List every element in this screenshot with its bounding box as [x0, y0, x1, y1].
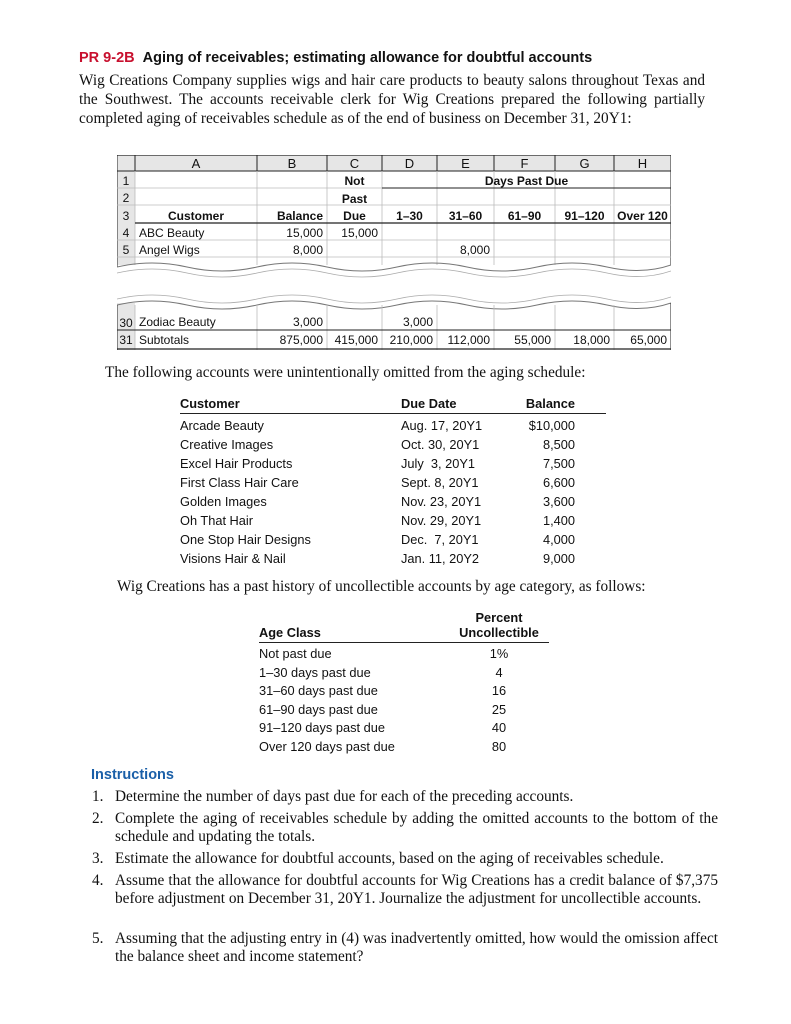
header-days-past-due: Days Past Due [484, 174, 569, 188]
subtotals-label: Subtotals [139, 333, 190, 347]
age-class-label: 31–60 days past due [259, 683, 378, 698]
account-due-date: Nov. 23, 20Y1 [401, 494, 482, 509]
instruction-item [92, 872, 718, 908]
account-customer: Oh That Hair [180, 513, 254, 528]
age-class-label: Not past due [259, 646, 332, 661]
account-balance: 8,500 [542, 437, 575, 452]
header-not: Not [344, 174, 365, 188]
age-percent-value: 1% [489, 646, 509, 661]
balance-cell: 3,000 [292, 315, 323, 329]
instruction-number: 5. [92, 930, 104, 947]
accounts-header-balance: Balance [525, 396, 575, 411]
omitted-accounts-table [180, 396, 606, 566]
col-header-g: G [579, 156, 590, 171]
omitted-intro: The following accounts were unintentionally omitted from the aging schedule: [105, 364, 586, 381]
header-91-120: 91–120 [564, 209, 605, 223]
instruction-number: 2. [92, 810, 104, 827]
account-due-date: Dec. 7, 20Y1 [401, 532, 479, 547]
row-number: 30 [119, 316, 133, 330]
account-customer: Visions Hair & Nail [180, 551, 286, 566]
age-header-uncollectible: Uncollectible [459, 625, 539, 640]
col-header-b: B [287, 156, 297, 171]
problem-code: PR 9-2B [79, 50, 135, 66]
col-header-e: E [461, 156, 470, 171]
instruction-item [92, 930, 718, 966]
account-customer: Arcade Beauty [180, 418, 264, 433]
header-over-120: Over 120 [617, 209, 668, 223]
age-percent-value: 80 [491, 738, 507, 754]
account-customer: Creative Images [180, 437, 274, 452]
intro-paragraph: Wig Creations Company supplies wigs and hair care products to beauty salons throughout Texas and the Southwest. The accounts receivable clerk for Wig Creations prepared the following partially completed aging of receivables schedule as of the end of business on December 31, 20Y1: [79, 72, 705, 127]
age-header-percent: Percent [475, 610, 523, 625]
header-due: Due [343, 209, 366, 223]
account-balance: 7,500 [542, 456, 575, 471]
account-due-date: July 3, 20Y1 [401, 456, 475, 471]
account-balance: 3,600 [542, 494, 575, 509]
row-number: 5 [122, 243, 130, 257]
account-customer: Excel Hair Products [180, 456, 293, 471]
subtotal-cell: 415,000 [334, 333, 378, 347]
age-class-label: 61–90 days past due [259, 701, 378, 717]
instruction-text: Complete the aging of receivables schedule by adding the omitted accounts to the bottom of the schedule and updating the totals. [115, 810, 718, 845]
instruction-number: 4. [92, 872, 104, 889]
age-class-label: Over 120 days past due [259, 738, 395, 754]
age-percent-value: 40 [491, 720, 507, 735]
col-header-c: C [349, 156, 360, 171]
aging-schedule [117, 155, 671, 350]
col-header-h: H [637, 156, 648, 171]
header-balance: Balance [276, 209, 323, 223]
instruction-number: 1. [92, 788, 104, 805]
balance-cell: 15,000 [286, 226, 323, 240]
row-number: 2 [122, 191, 130, 205]
subtotal-cell: 112,000 [447, 333, 490, 347]
problem-heading [79, 50, 592, 66]
subtotal-cell: 18,000 [573, 333, 610, 347]
header-past: Past [341, 192, 368, 206]
age-percent-value: 16 [491, 683, 507, 698]
age-header-rule [259, 642, 549, 643]
instructions-title: Instructions [91, 767, 174, 783]
account-balance: 4,000 [542, 532, 575, 547]
account-due-date: Oct. 30, 20Y1 [401, 437, 480, 452]
days-31-60-cell: 8,000 [459, 243, 490, 257]
col-header-d: D [404, 156, 415, 171]
row-number: 4 [122, 226, 130, 240]
customer-name: Angel Wigs [139, 243, 200, 257]
customer-name: Zodiac Beauty [139, 315, 216, 329]
account-balance: 9,000 [542, 551, 575, 566]
age-percent-value: 25 [491, 701, 507, 717]
account-due-date: Sept. 8, 20Y1 [401, 475, 479, 490]
history-intro: Wig Creations has a past history of uncollectible accounts by age category, as follows: [117, 578, 646, 595]
account-due-date: Jan. 11, 20Y2 [401, 551, 480, 566]
age-class-table [259, 610, 549, 755]
header-1-30: 1–30 [396, 209, 423, 223]
account-customer: Golden Images [180, 494, 267, 509]
subtotal-cell: 55,000 [514, 333, 551, 347]
customer-name: ABC Beauty [139, 226, 205, 240]
instruction-item [92, 850, 718, 868]
age-percent-value: 4 [495, 664, 503, 680]
problem-title: Aging of receivables; estimating allowance for doubtful accounts [142, 50, 593, 66]
instruction-text: Assume that the allowance for doubtful accounts for Wig Creations has a credit balance of $7,375 before adjustment on December 31, 20Y1. Journalize the adjustment for uncollectible accounts. [115, 872, 718, 907]
row-number: 31 [119, 333, 133, 347]
subtotal-cell: 875,000 [279, 333, 323, 347]
account-balance: 1,400 [542, 513, 575, 528]
header-61-90: 61–90 [507, 209, 542, 223]
row-number: 3 [122, 209, 130, 223]
col-header-f: F [520, 156, 529, 171]
days-1-30-cell: 3,000 [402, 315, 433, 329]
account-balance: $10,000 [528, 418, 575, 433]
header-customer: Customer [167, 209, 224, 223]
accounts-header-customer: Customer [180, 396, 240, 411]
age-class-label: 91–120 days past due [259, 720, 385, 735]
age-header-class: Age Class [259, 625, 321, 640]
subtotal-cell: 210,000 [389, 333, 433, 347]
account-due-date: Aug. 17, 20Y1 [401, 418, 483, 433]
col-header-a: A [191, 156, 201, 171]
instruction-item [92, 788, 718, 806]
instruction-item [92, 810, 718, 846]
subtotal-cell: 65,000 [630, 333, 667, 347]
instruction-text: Estimate the allowance for doubtful accounts, based on the aging of receivables schedule. [115, 850, 664, 867]
accounts-header-due-date: Due Date [401, 396, 457, 411]
instruction-text: Assuming that the adjusting entry in (4) was inadvertently omitted, how would the omission affect the balance sheet and income statement? [115, 930, 718, 965]
account-customer: One Stop Hair Designs [180, 532, 311, 547]
header-31-60: 31–60 [448, 209, 483, 223]
balance-cell: 8,000 [292, 243, 323, 257]
age-class-label: 1–30 days past due [259, 664, 371, 680]
account-balance: 6,600 [542, 475, 575, 490]
instruction-text: Determine the number of days past due for each of the preceding accounts. [115, 788, 574, 805]
account-customer: First Class Hair Care [180, 475, 299, 490]
row-number: 1 [122, 174, 130, 188]
account-due-date: Nov. 29, 20Y1 [401, 513, 482, 528]
not-due-cell: 15,000 [341, 226, 378, 240]
accounts-header-rule [180, 413, 606, 414]
instruction-number: 3. [92, 850, 104, 867]
